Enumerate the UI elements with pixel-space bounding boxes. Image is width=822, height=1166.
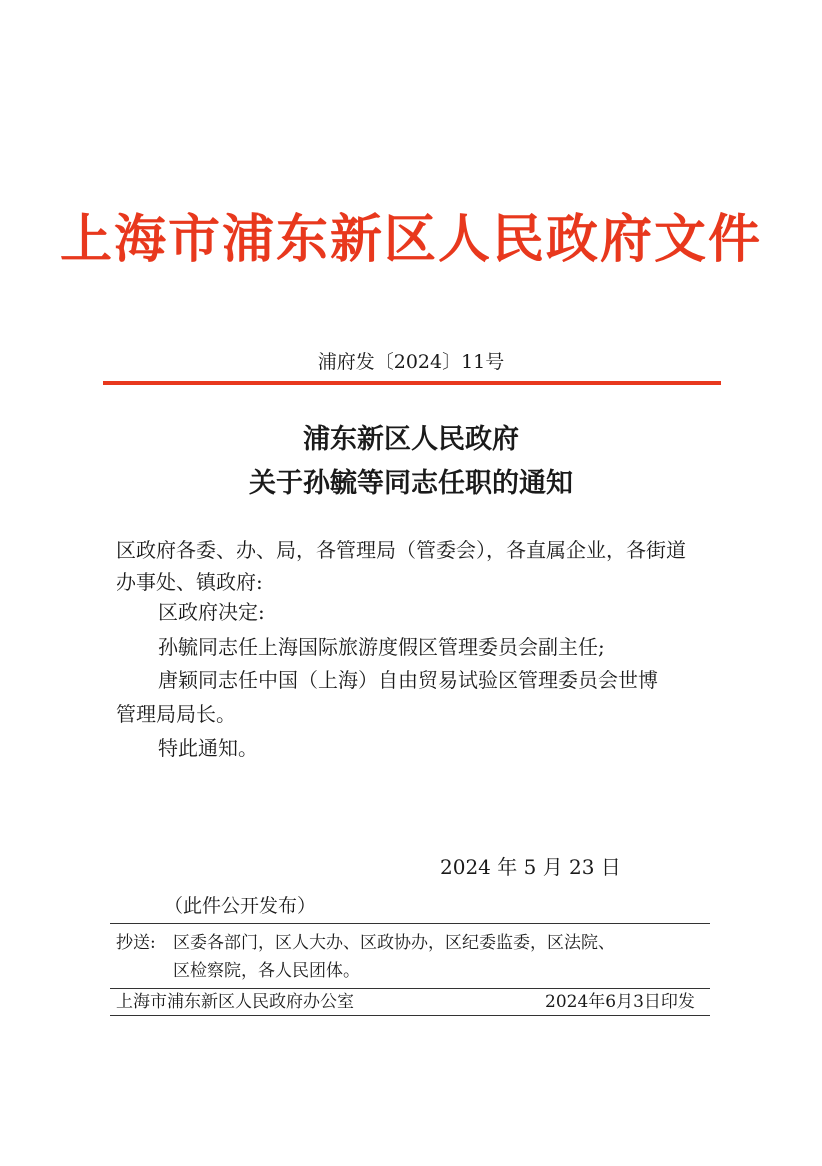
document-title-line-2: 关于孙毓等同志任职的通知 bbox=[249, 468, 573, 499]
closing-text: 特此通知。 bbox=[158, 736, 258, 760]
cc-recipients-line-2: 区检察院，各人民团体。 bbox=[173, 961, 360, 981]
cc-top-divider bbox=[110, 923, 710, 924]
document-header-title: 上海市浦东新区人民政府文件 bbox=[59, 209, 762, 270]
cc-bottom-divider bbox=[110, 988, 710, 989]
recipients-line-1: 区政府各委、办、局，各管理局（管委会），各直属企业，各街道 bbox=[116, 538, 686, 562]
document-title-line-1: 浦东新区人民政府 bbox=[303, 424, 519, 455]
issue-date: 2024 年 5 月 23 日 bbox=[440, 855, 621, 879]
recipients-line-2: 办事处、镇政府: bbox=[116, 570, 263, 594]
document-number: 浦府发〔2024〕11号 bbox=[317, 351, 505, 373]
public-release-note: （此件公开发布） bbox=[164, 895, 317, 917]
decision-intro: 区政府决定: bbox=[158, 600, 265, 624]
red-divider-line bbox=[103, 381, 721, 385]
footer-bottom-divider bbox=[110, 1015, 710, 1016]
appointment-item-1: 孙毓同志任上海国际旅游度假区管理委员会副主任; bbox=[158, 635, 605, 659]
appointment-item-2-line-2: 管理局局长。 bbox=[116, 702, 236, 726]
issuing-office: 上海市浦东新区人民政府办公室 bbox=[116, 992, 354, 1012]
cc-recipients-line-1: 区委各部门，区人大办、区政协办，区纪委监委，区法院、 bbox=[173, 933, 615, 953]
cc-label: 抄送: bbox=[116, 933, 156, 953]
print-date: 2024年6月3日印发 bbox=[545, 992, 695, 1012]
appointment-item-2-line-1: 唐颖同志任中国（上海）自由贸易试验区管理委员会世博 bbox=[158, 668, 658, 692]
